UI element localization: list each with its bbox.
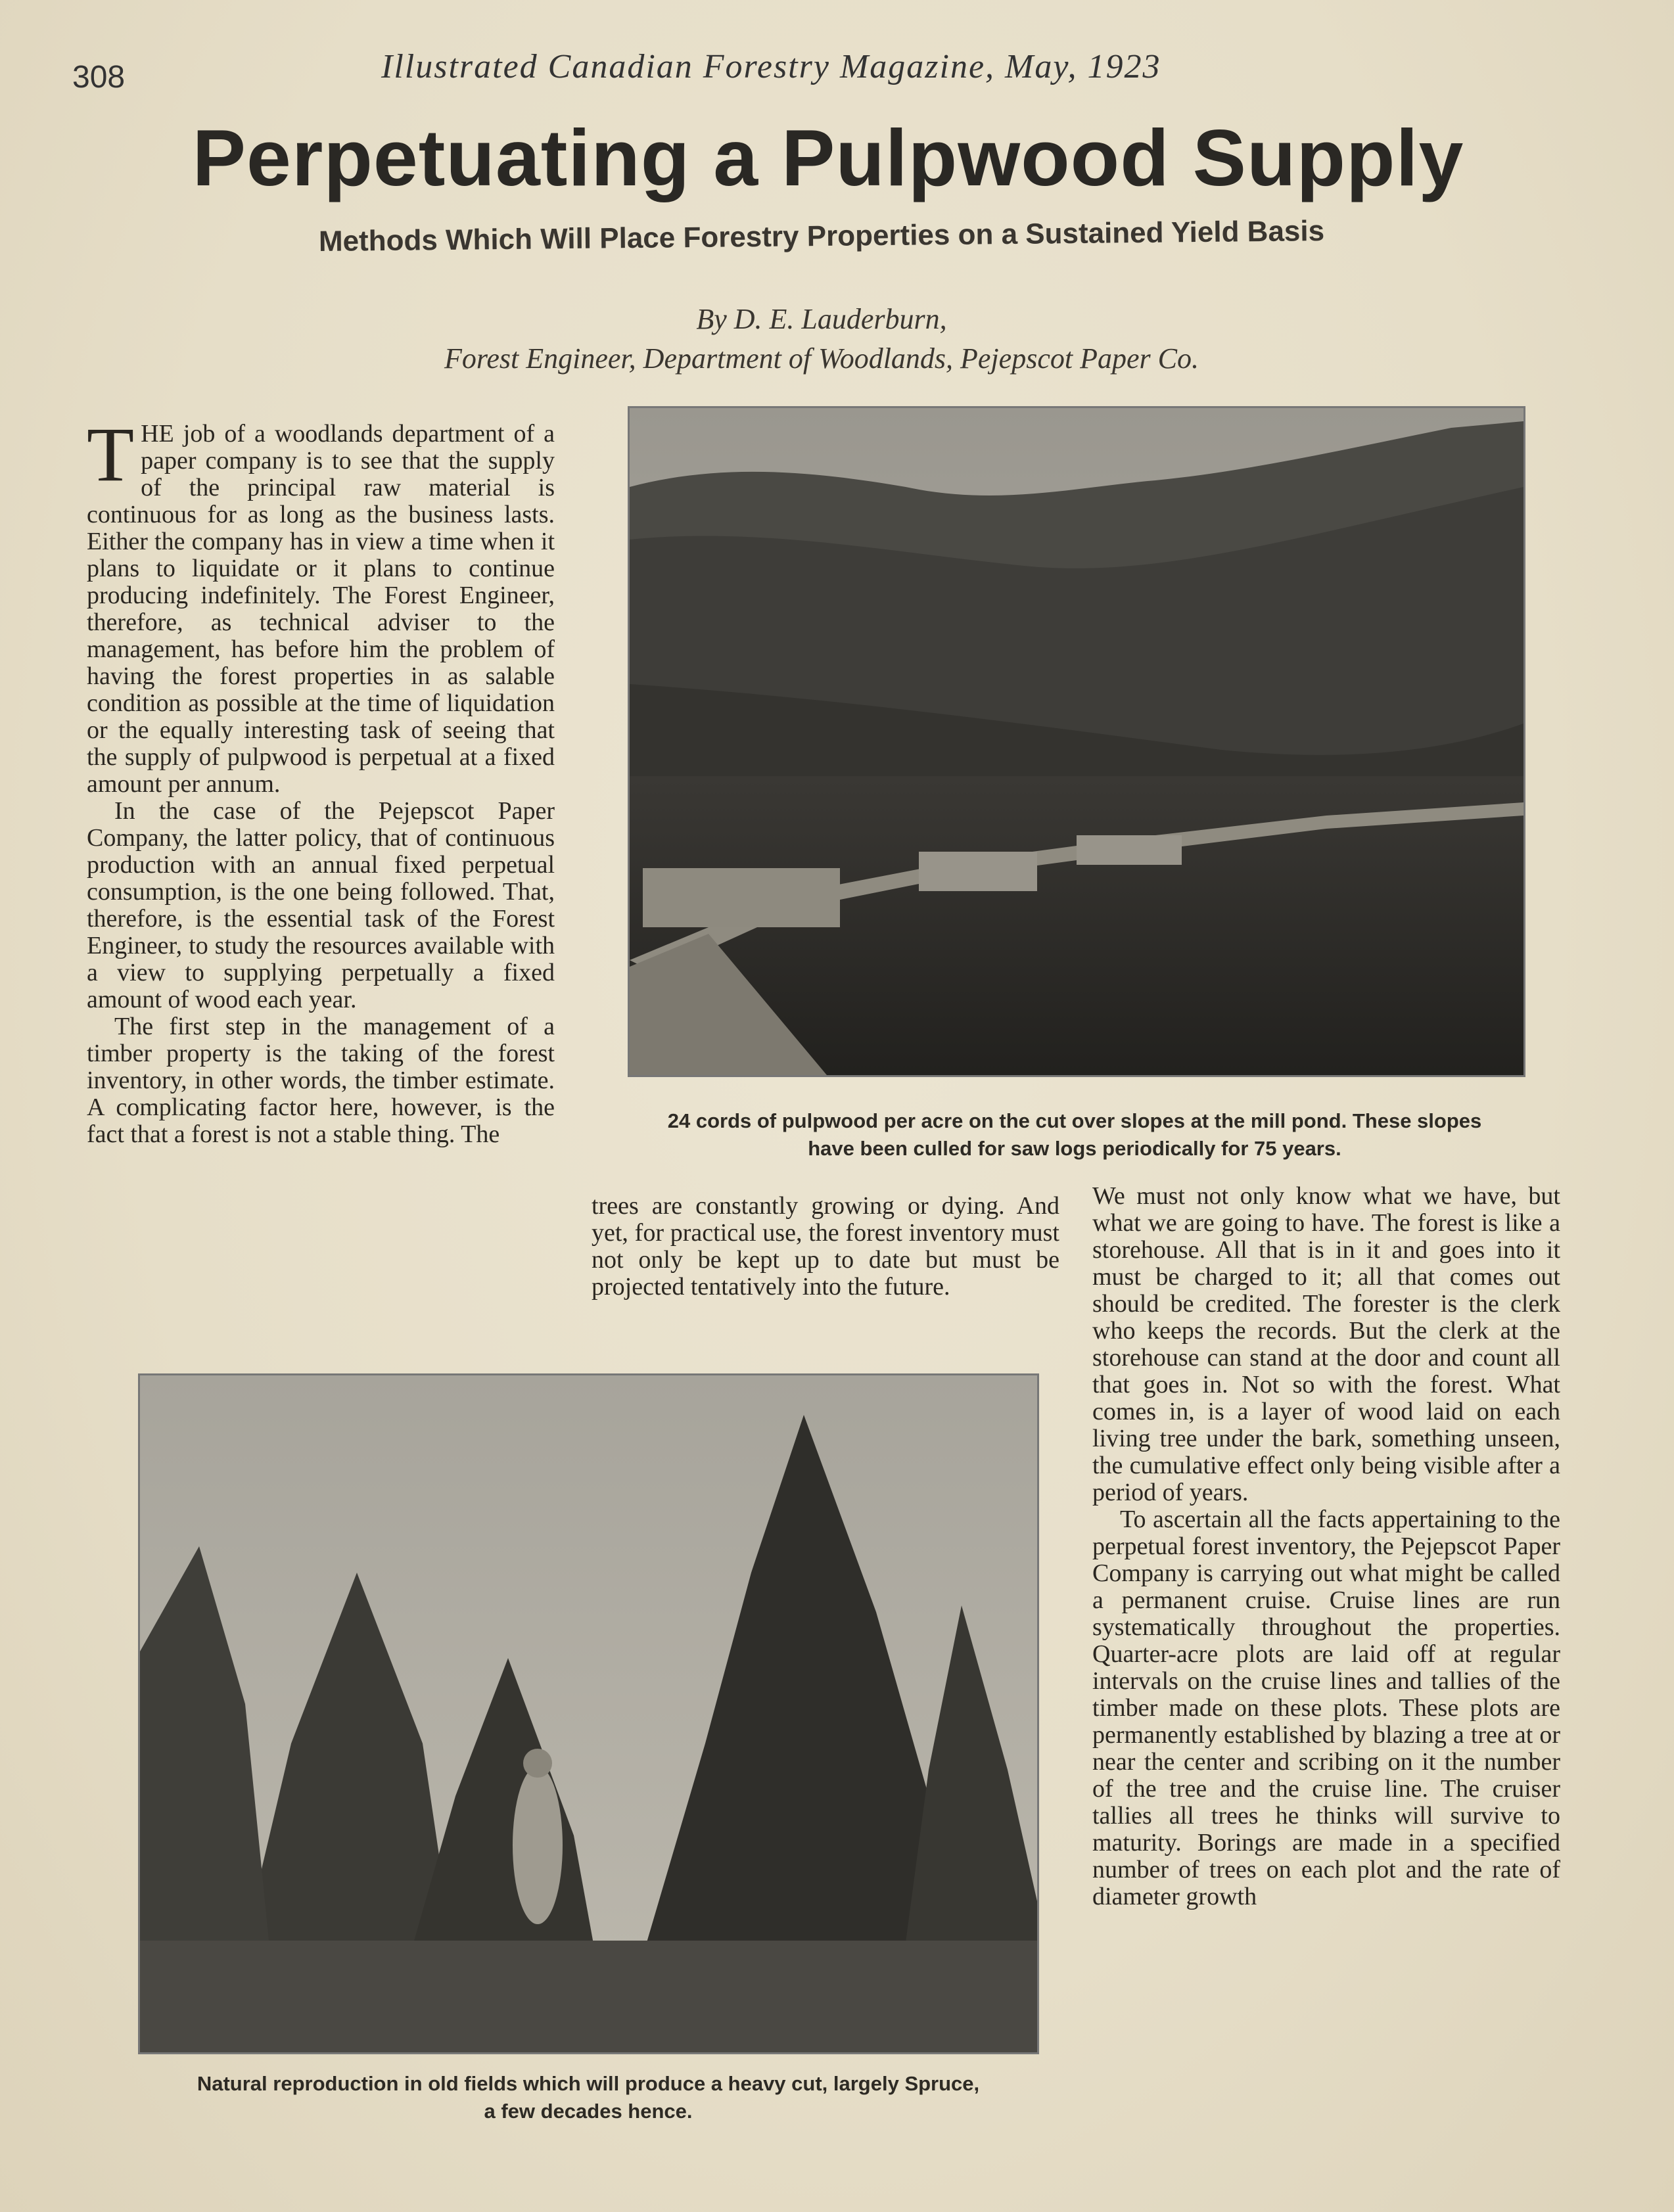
paragraph <box>87 411 555 798</box>
column-left <box>87 411 555 1148</box>
drop-cap: T <box>87 411 135 497</box>
column-middle <box>592 1193 1059 1301</box>
paragraph: The first step in the management of a timber property is the taking of the forest inventory, in other words, the timber estimate. A complicating factor here, however, is the fact that a forest is not a stable thing. The <box>87 1013 555 1148</box>
paragraph: In the case of the Pejepscot Paper Company, the latter policy, that of continuous production with an annual fixed perpetual consumption, is the one being followed. That, therefore, is the essential task of the Forest Engineer, to study the resources available with a view to supplying perpetually a fixed amount of wood each year. <box>87 797 555 1013</box>
page-number: 308 <box>72 60 126 95</box>
paragraph: To ascertain all the facts appertaining to the perpetual forest inventory, the Pejepscot Paper Company is carrying out what might be called a permanent cruise. Cruise lines are run systematically throughout the properties. Quarter-acre plots are laid off at regular intervals on the cruise lines and tallies of the timber made on these plots. These plots are permanently established by blazing a tree at or near the center and scribing on it the number of the tree and the cruise line. The cruiser tallies all trees he thinks will survive to maturity. Borings are made in a specified number of trees on each plot and the rate of diameter growth <box>1092 1506 1560 1910</box>
photo-spruce-reproduction <box>138 1373 1039 2054</box>
spruce-image <box>140 1375 1037 2052</box>
article-title: Perpetuating a Pulpwood Supply <box>192 113 1464 202</box>
photo-mill-pond <box>628 406 1525 1077</box>
paragraph-text: HE job of a woodlands department of a paper company is to see that the supply of the principal raw material is continuous for as long as the business lasts. Either the company has in view a time when it plans to liquidate or it plans to continue producing indefinitely. The Forest Engineer, therefore, as technical adviser to the management, has before him the problem of having the forest properties in as salable condition as possible at the time of liquidation or the equally interesting task of seeing that the supply of pulpwood is perpetual at a fixed amount per annum. <box>87 420 555 798</box>
author-affiliation: Forest Engineer, Department of Woodlands, Pejepscot Paper Co. <box>444 342 1199 375</box>
article-subtitle: Methods Which Will Place Forestry Properties on a Sustained Yield Basis <box>318 214 1325 258</box>
paragraph: We must not only know what we have, but what we are going to have. The forest is like a storehouse. All that is in it and goes into it must be charged to it; all that comes out should be credited. The forester is the clerk who keeps the records. But the clerk at the storehouse can stand at the door and count all that goes in. Not so with the forest. What comes in, is a layer of wood laid on each living tree under the bark, something unseen, the cumulative effect only being visible after a period of years. <box>1092 1182 1560 1506</box>
mill-pond-image <box>630 408 1523 1075</box>
column-right <box>1092 1183 1560 1910</box>
running-head: Illustrated Canadian Forestry Magazine, May, 1923 <box>381 48 1161 85</box>
paragraph: trees are constantly growing or dying. And yet, for practical use, the forest inventory must not only be kept up to date but must be projected tentatively into the future. <box>592 1192 1059 1301</box>
byline: By D. E. Lauderburn, <box>696 303 947 335</box>
caption-spruce-reproduction: Natural reproduction in old fields which will produce a heavy cut, largely Spruce, a few decades hence. <box>197 2072 980 2123</box>
caption-mill-pond: 24 cords of pulpwood per acre on the cut over slopes at the mill pond. These slopes have been culled for saw logs periodically for 75 years. <box>667 1109 1482 1160</box>
